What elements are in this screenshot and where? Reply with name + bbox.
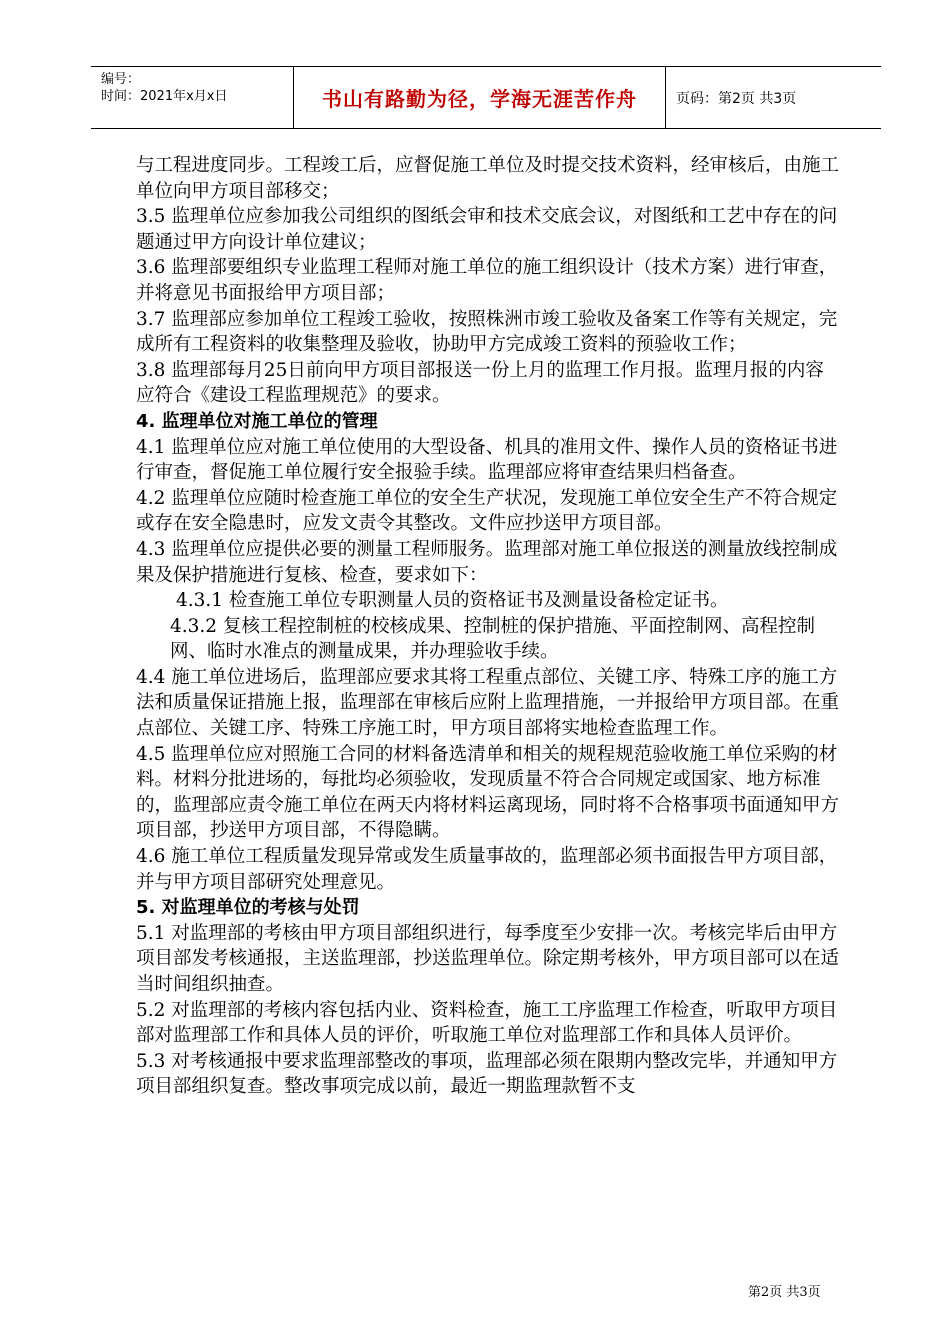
- paragraph: 与工程进度同步。工程竣工后，应督促施工单位及时提交技术资料，经审核后，由施工单位向甲方项目部移交；: [136, 155, 840, 202]
- paragraph: 4.2 监理单位应随时检查施工单位的安全生产状况，发现施工单位安全生产不符合规定或存在安全隐患时，应发文责令其整改。文件应抄送甲方项目部。: [136, 487, 838, 535]
- header-time: 时间：2021年x月x日: [101, 89, 228, 104]
- paragraph: 4.3 监理单位应提供必要的测量工程师服务。监理部对施工单位报送的测量放线控制成果及保护措施进行复核、检查，要求如下：: [136, 538, 838, 586]
- paragraph: 3.5 监理单位应参加我公司组织的图纸会审和技术交底会议，对图纸和工艺中存在的问题通过甲方向设计单位建议；: [136, 206, 838, 253]
- header-motto: 书山有路勤为径，学海无涯苦作舟: [294, 67, 666, 128]
- paragraph: 5.2 对监理部的考核内容包括内业、资料检查，施工工序监理工作检查，听取甲方项目部对监理部工作和具体人员的评价，听取施工单位对监理部工作和具体人员评价。: [136, 999, 838, 1047]
- paragraph: 5.1 对监理部的考核由甲方项目部组织进行，每季度至少安排一次。考核完毕后由甲方项目部发考核通报，主送监理部，抄送监理单位。除定期考核外，甲方项目部可以在适当时间组织抽查。: [136, 922, 840, 995]
- paragraph: 3.7 监理部应参加单位工程竣工验收，按照株洲市竣工验收及备案工作等有关规定，完成所有工程资料的收集整理及验收，协助甲方完成竣工资料的预验收工作；: [136, 308, 838, 356]
- paragraph: 4.6 施工单位工程质量发现异常或发生质量事故的，监理部必须书面报告甲方项目部，并与甲方项目部研究处理意见。: [136, 846, 838, 893]
- paragraph: 4.1 监理单位应对施工单位使用的大型设备、机具的准用文件、操作人员的资格证书进行审查，督促施工单位履行安全报验手续。监理部应将审查结果归档备查。: [136, 436, 838, 484]
- paragraph: 3.6 监理部要组织专业监理工程师对施工单位的施工组织设计（技术方案）进行审查，并将意见书面报给甲方项目部；: [136, 257, 838, 304]
- header-number: 编号：: [101, 72, 141, 87]
- header-page-number: 页码：第2页 共3页: [676, 90, 797, 107]
- section-heading: 4. 监理单位对施工单位的管理: [136, 410, 378, 432]
- header-meta: [91, 67, 294, 128]
- section-heading: 5. 对监理单位的考核与处罚: [136, 897, 360, 919]
- page-header: [91, 66, 881, 129]
- paragraph: 4.3.1 检查施工单位专职测量人员的资格证书及测量设备检定证书。: [176, 590, 729, 612]
- page-footer: 第2页 共3页: [748, 1285, 821, 1300]
- paragraph: 5.3 对考核通报中要求监理部整改的事项，监理部必须在限期内整改完毕，并通知甲方项目部组织复查。整改事项完成以前，最近一期监理款暂不支: [136, 1050, 838, 1098]
- paragraph: 4.3.2 复核工程控制桩的校核成果、控制桩的保护措施、平面控制网、高程控制网、临时水准点的测量成果，并办理验收手续。: [170, 615, 815, 663]
- paragraph: 4.4 施工单位进场后，监理部应要求其将工程重点部位、关键工序、特殊工序的施工方法和质量保证措施上报，监理部在审核后应附上监理措施，一并报给甲方项目部。在重点部位、关键工序、特殊工序施工时，甲方项目部将实地检查监理工作。: [136, 666, 840, 740]
- paragraph: 3.8 监理部每月25日前向甲方项目部报送一份上月的监理工作月报。监理月报的内容应符合《建设工程监理规范》的要求。: [136, 359, 824, 407]
- document-body: [136, 153, 842, 1100]
- paragraph: 4.5 监理单位应对照施工合同的材料备选清单和相关的规程规范验收施工单位采购的材料。材料分批进场的，每批均必须验收，发现质量不符合合同规定或国家、地方标准的，监理部应责令施工单位在两天内将材料运离现场，同时将不合格事项书面通知甲方项目部，抄送甲方项目部，不得隐瞒。: [136, 743, 840, 842]
